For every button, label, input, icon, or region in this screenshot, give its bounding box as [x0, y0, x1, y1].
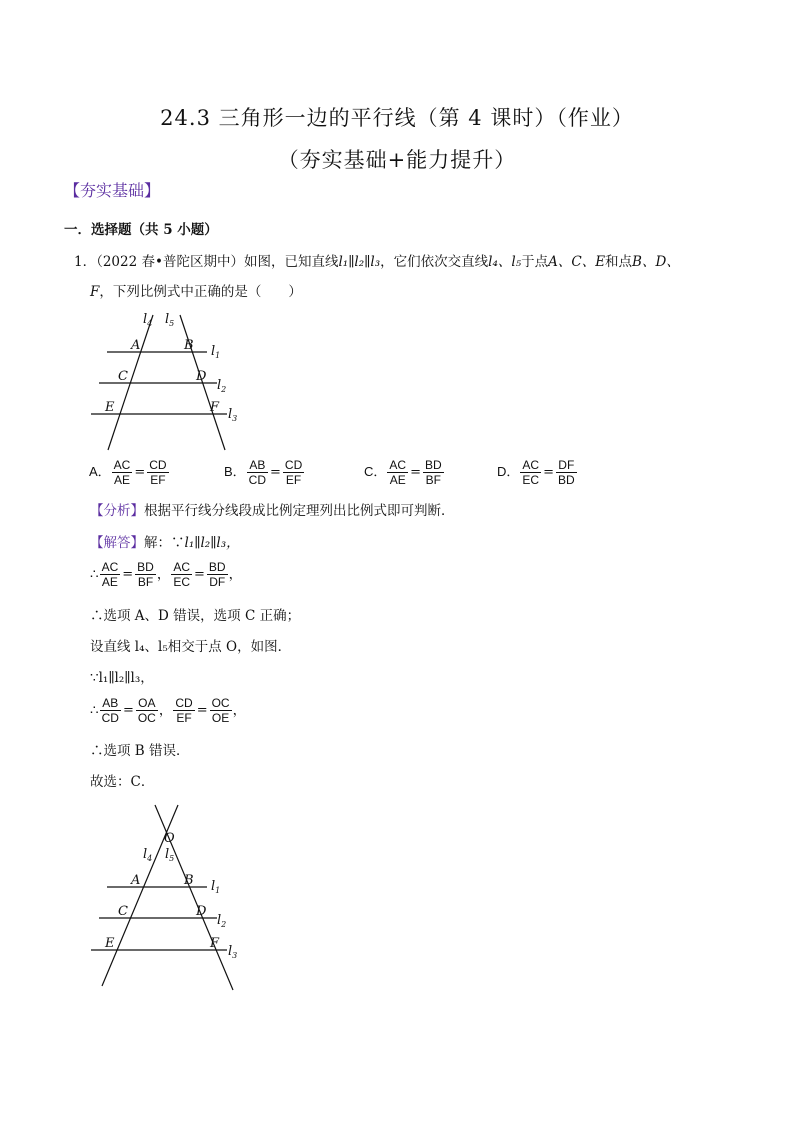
- stem-text-b: ，它们依次交直线: [380, 254, 489, 270]
- fraction: $\frac{AC}{EC}$: [522, 458, 540, 487]
- option-d[interactable]: D． $\frac{AC}{EC}$ = $\frac{DF}{BD}$: [497, 458, 575, 487]
- option-letter: C．: [364, 464, 387, 479]
- label-l4: $l_4$: [143, 312, 153, 328]
- label-l3: $l_3$: [228, 944, 238, 960]
- solution-line7: ∴选项 B 错误．: [90, 743, 190, 759]
- label-l3: $l_3$: [228, 407, 238, 423]
- solution-line3: ∴选项 A、D 错误，选项 C 正确；: [90, 608, 301, 624]
- stem-parallel: l₁∥l₂∥l₃: [338, 254, 381, 270]
- label-B: B: [184, 338, 194, 353]
- figure-intersecting-lines: [85, 800, 255, 995]
- analysis-tag: 【分析】: [90, 503, 144, 519]
- stem-text-d: 和点: [605, 254, 633, 270]
- stem-points1: A、C、E: [548, 254, 606, 270]
- label-A: A: [131, 873, 141, 888]
- stem-text-c: 于点: [521, 254, 549, 270]
- label-O: O: [164, 831, 175, 846]
- label-F: F: [210, 400, 220, 415]
- label-l5: $l_5$: [165, 847, 175, 863]
- fraction: $\frac{AB}{CD}$: [248, 458, 267, 487]
- label-l5: $l_5$: [165, 312, 175, 328]
- solution-text: 解：∵: [144, 535, 185, 551]
- label-l2: $l_2$: [217, 913, 227, 929]
- page-subtitle: （夯实基础+能力提升）: [277, 148, 517, 172]
- stem-points2: B、D、: [632, 254, 680, 270]
- label-C: C: [118, 904, 128, 919]
- solution-line5: ∵l₁∥l₂∥l₃，: [90, 670, 154, 686]
- option-letter: D．: [497, 464, 520, 479]
- solution-line6: ∴ $\frac{AB}{CD}$ = $\frac{OA}{OC}$ ， $\frac{CD}{EF}$ = $\frac{OC}{OE}$ ，: [90, 696, 247, 725]
- question-stem-line1: [74, 253, 680, 271]
- fraction: $\frac{DF}{BD}$: [557, 458, 575, 487]
- stem-text-a: 如图，已知直线: [243, 254, 339, 270]
- solution-tag: 【解答】: [90, 535, 144, 551]
- solution-line8: 故选：C．: [90, 774, 155, 790]
- label-l4: $l_4$: [143, 847, 153, 863]
- option-b[interactable]: B． $\frac{AB}{CD}$ = $\frac{CD}{EF}$: [224, 458, 303, 487]
- label-D: D: [196, 369, 207, 384]
- label-A: A: [131, 338, 141, 353]
- fraction: $\frac{CD}{EF}$: [284, 458, 303, 487]
- solution-line1: [90, 534, 240, 552]
- label-l1: $l_1$: [211, 344, 221, 360]
- label-F: F: [210, 936, 220, 951]
- label-C: C: [118, 369, 128, 384]
- stem-lines: l₄、l₅: [488, 254, 522, 270]
- question-stem-line2: [90, 283, 302, 301]
- label-l1: $l_1$: [211, 879, 221, 895]
- label-l2: $l_2$: [217, 378, 227, 394]
- question-source: （2022 春•普陀区期中）: [96, 254, 244, 270]
- option-c[interactable]: C． $\frac{AC}{AE}$ = $\frac{BD}{BF}$: [364, 458, 442, 487]
- fraction: $\frac{CD}{EF}$: [149, 458, 167, 487]
- fraction: $\frac{AC}{AE}$: [113, 458, 131, 487]
- section-tag: 【夯实基础】: [64, 181, 161, 200]
- label-E: E: [105, 936, 115, 951]
- solution-line2: ∴ $\frac{AC}{AE}$ = $\frac{BD}{BF}$ ， $\frac{AC}{EC}$ = $\frac{BD}{DF}$ ，: [90, 560, 243, 589]
- part-heading: 一．选择题（共 5 小题）: [64, 222, 218, 238]
- fraction: $\frac{BD}{BF}$: [424, 458, 442, 487]
- solution-line4: 设直线 l₄、l₅相交于点 O，如图．: [90, 639, 292, 655]
- label-B: B: [184, 873, 194, 888]
- figure-parallel-lines: [85, 305, 255, 455]
- analysis-line: [90, 502, 455, 520]
- solution-math: l₁∥l₂∥l₃，: [184, 535, 240, 551]
- option-letter: B．: [224, 464, 246, 479]
- label-D: D: [196, 904, 207, 919]
- option-a[interactable]: A． $\frac{AC}{AE}$ = $\frac{CD}{EF}$: [89, 458, 167, 487]
- stem-point-f: F: [90, 284, 100, 300]
- fraction: $\frac{AC}{AE}$: [389, 458, 407, 487]
- label-E: E: [105, 400, 115, 415]
- option-letter: A．: [89, 464, 111, 479]
- page-title: 24.3 三角形一边的平行线（第 4 课时）（作业）: [160, 106, 634, 130]
- analysis-text: 根据平行线分线段成比例定理列出比例式即可判断．: [144, 503, 455, 519]
- stem-text-rest: ，下列比例式中正确的是（ ）: [99, 284, 302, 300]
- question-number: 1．: [74, 254, 97, 270]
